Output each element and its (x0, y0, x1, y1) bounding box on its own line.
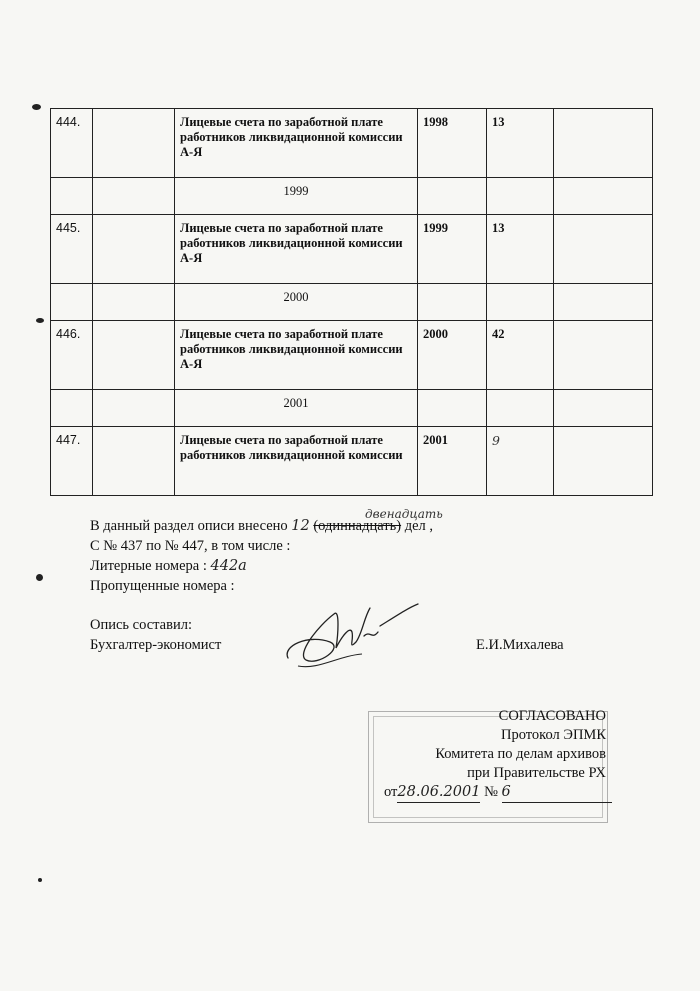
approval-date-line: от28.06.2001 № 6 (368, 783, 608, 803)
letter-number-value: 442а (210, 558, 247, 574)
scan-speck (32, 104, 41, 110)
item-title: Лицевые счета по заработной плате работников ликвидационной комиссии А-Я (175, 215, 418, 284)
approval-government: при Правительстве РХ (467, 765, 606, 781)
scan-speck (38, 878, 42, 882)
year-label: 1999 (175, 178, 418, 215)
table-row (51, 427, 653, 496)
item-count: 13 (487, 215, 554, 284)
table-row (51, 109, 653, 178)
approval-number: 6 (502, 783, 612, 803)
struck-word: (одиннадцать) (313, 518, 402, 534)
item-count: 9 (487, 427, 554, 496)
year-row (51, 178, 653, 215)
approval-stamp (368, 707, 608, 827)
index-cell (93, 215, 175, 284)
item-count: 13 (487, 109, 554, 178)
note-cell (554, 109, 653, 178)
item-dates: 2001 (418, 427, 487, 496)
year-row (51, 390, 653, 427)
table-row (51, 215, 653, 284)
inventory-table (50, 108, 653, 496)
item-total: 12 (291, 518, 310, 534)
note-cell (554, 321, 653, 390)
scan-speck (36, 318, 44, 323)
summary-line-range: С № 437 по № 447, в том числе : (90, 538, 291, 554)
approval-date: 28.06.2001 (397, 783, 480, 803)
approval-protocol: Протокол ЭПМК (500, 727, 606, 743)
item-title: Лицевые счета по заработной плате работников ликвидационной комиссии А-Я (175, 109, 418, 178)
item-number: 447. (51, 427, 93, 496)
item-dates: 1998 (418, 109, 487, 178)
index-cell (93, 109, 175, 178)
note-cell (554, 215, 653, 284)
compiler-position: Бухгалтер-экономист (90, 637, 222, 653)
signature-image (278, 596, 428, 676)
table-row (51, 321, 653, 390)
note-cell (554, 427, 653, 496)
item-title: Лицевые счета по заработной плате работников ликвидационной комиссии (175, 427, 418, 496)
item-title: Лицевые счета по заработной плате работников ликвидационной комиссии А-Я (175, 321, 418, 390)
handwritten-correction: двенадцать (365, 507, 443, 521)
item-number: 444. (51, 109, 93, 178)
summary-line-missing: Пропущенные номера : (90, 578, 235, 594)
compiler-name: Е.И.Михалева (476, 637, 564, 653)
year-label: 2000 (175, 284, 418, 321)
summary-block (90, 507, 590, 596)
item-dates: 2000 (418, 321, 487, 390)
scan-speck (36, 574, 43, 581)
item-count: 42 (487, 321, 554, 390)
approval-committee: Комитета по делам архивов (435, 746, 606, 762)
summary-line-letter-numbers: Литерные номера : 442а (90, 558, 247, 574)
year-row (51, 284, 653, 321)
summary-line-count: В данный раздел описи внесено 12 (одиннадцать) дел , (90, 518, 434, 534)
compiler-label: Опись составил: (90, 617, 192, 633)
index-cell (93, 321, 175, 390)
approval-title: СОГЛАСОВАНО (498, 708, 606, 724)
item-number: 445. (51, 215, 93, 284)
item-number: 446. (51, 321, 93, 390)
item-dates: 1999 (418, 215, 487, 284)
year-label: 2001 (175, 390, 418, 427)
index-cell (93, 427, 175, 496)
